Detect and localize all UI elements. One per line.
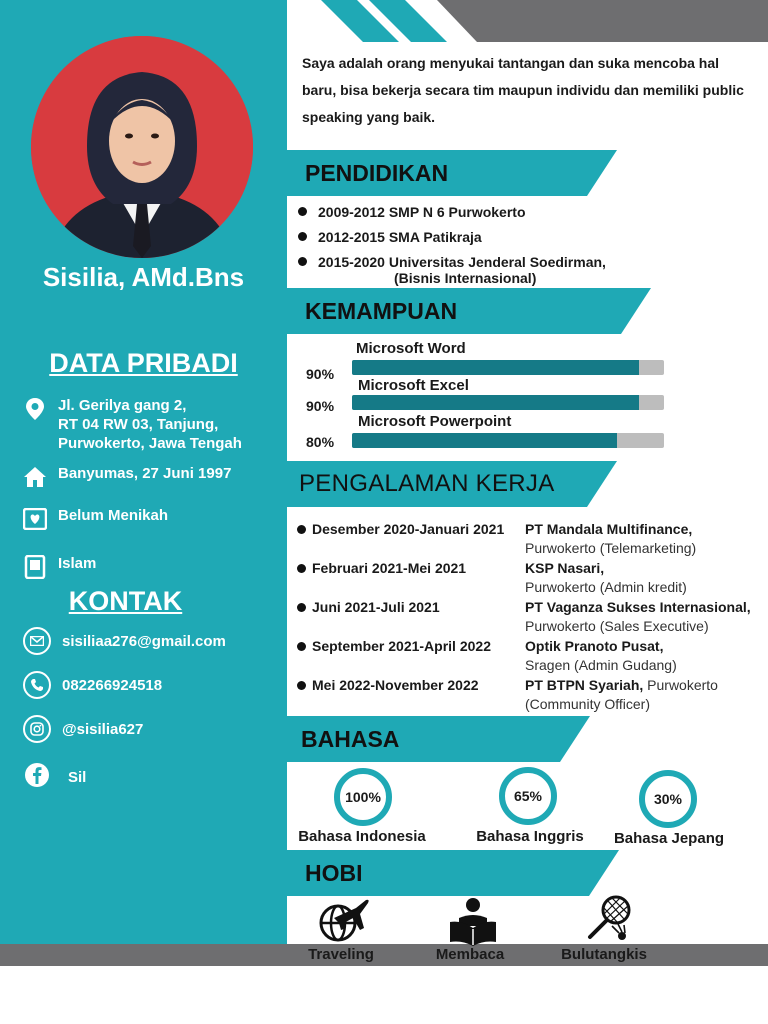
marital-row: [22, 506, 168, 532]
hobby-name: Membaca: [435, 946, 505, 963]
profile-summary: Saya adalah orang menyukai tantangan dan suka mencoba hal baru, bisa bekerja secara tim maupun individu dan memiliki public speaking yang baik.: [302, 55, 744, 125]
address-text: Jl. Gerilya gang 2, RT 04 RW 03, Tanjung, Purwokerto, Jawa Tengah: [58, 397, 242, 452]
phone-text[interactable]: 082266924518: [62, 677, 163, 694]
contact-title: KONTAK: [68, 586, 183, 616]
reading-icon: [446, 896, 500, 946]
instagram-text[interactable]: @sisilia627: [62, 721, 144, 738]
religion-text: Islam: [58, 555, 97, 572]
experience-title: PENGALAMAN KERJA: [299, 470, 555, 497]
skill-percent: 80%: [306, 434, 335, 450]
education-item: 2012-2015 SMA Patikraja: [296, 229, 606, 245]
hobby-name: Bulutangkis: [561, 946, 647, 963]
skill-name: Microsoft Excel: [358, 377, 469, 394]
skill-bar: [352, 395, 664, 410]
skill-percent: 90%: [306, 366, 335, 382]
birth-row: [22, 464, 231, 490]
skill-bar: [352, 360, 664, 375]
language-percent: 30%: [639, 770, 697, 828]
job-detail: Purwokerto (Sales Executive): [525, 618, 709, 634]
education-list: [296, 204, 606, 286]
education-item: 2015-2020 Universitas Jenderal Soedirman, (Bisnis Internasional): [296, 254, 606, 286]
job-company: PT Vaganza Sukses Internasional,: [525, 599, 751, 615]
instagram-row[interactable]: [22, 716, 143, 742]
religion-row: [22, 554, 96, 580]
globe-plane-icon: [316, 896, 370, 946]
hobby-name: Traveling: [308, 946, 374, 963]
languages-title: BAHASA: [301, 725, 400, 752]
job-detail: (Community Officer): [525, 696, 650, 712]
job-date: September 2021-April 2022: [296, 637, 491, 656]
skill-name: Microsoft Word: [356, 340, 466, 357]
education-item-sub: (Bisnis Internasional): [394, 270, 537, 286]
skill-bar: [352, 433, 664, 448]
job-detail: Purwokerto (Admin kredit): [525, 579, 687, 595]
phone-icon: [22, 672, 52, 698]
hobbies-banner: [287, 850, 619, 896]
email-row[interactable]: [22, 628, 226, 654]
email-icon: [22, 628, 52, 654]
personal-data-title: DATA PRIBADI: [49, 348, 238, 378]
skill-bar-fill: [352, 360, 639, 375]
job-date: Desember 2020-Januari 2021: [296, 520, 504, 539]
skill-name: Microsoft Powerpoint: [358, 413, 512, 430]
top-decoration: [287, 0, 768, 42]
instagram-icon: [22, 716, 52, 742]
job-company-suffix: Purwokerto: [643, 677, 718, 693]
job-date: Juni 2021-Juli 2021: [296, 598, 440, 617]
languages-banner: [287, 716, 590, 762]
address-row: [22, 396, 242, 453]
skills-title: KEMAMPUAN: [305, 297, 458, 324]
home-icon: [22, 464, 48, 490]
job-date: Mei 2022-November 2022: [296, 676, 479, 695]
skills-banner: [287, 288, 651, 334]
birth-text: Banyumas, 27 Juni 1997: [58, 465, 232, 482]
profile-name: Sisilia, AMd.Bns: [42, 262, 245, 292]
facebook-text[interactable]: Sil: [68, 769, 87, 786]
job-company: Optik Pranoto Pusat,: [525, 638, 664, 654]
hobbies-title: HOBI: [305, 859, 363, 886]
education-item: 2009-2012 SMP N 6 Purwokerto: [296, 204, 606, 220]
job-company: PT Mandala Multifinance,: [525, 521, 693, 537]
location-pin-icon: [22, 396, 48, 422]
book-icon: [22, 554, 48, 580]
marital-text: Belum Menikah: [58, 507, 169, 524]
skill-bar-fill: [352, 395, 639, 410]
heart-card-icon: [22, 506, 48, 532]
experience-banner: [287, 461, 617, 507]
email-text[interactable]: sisiliaa276@gmail.com: [62, 633, 226, 650]
phone-row[interactable]: [22, 672, 162, 698]
job-date: Februari 2021-Mei 2021: [296, 559, 466, 578]
language-percent: 65%: [499, 767, 557, 825]
facebook-icon: [22, 762, 52, 788]
job-company: PT BTPN Syariah,: [525, 677, 644, 693]
language-name: Bahasa Inggris: [476, 828, 584, 845]
facebook-row[interactable]: [22, 762, 86, 788]
skill-percent: 90%: [306, 398, 335, 414]
job-company: KSP Nasari,: [525, 560, 605, 576]
language-name: Bahasa Jepang: [613, 830, 725, 847]
language-percent: 100%: [334, 768, 392, 826]
education-title: PENDIDIKAN: [305, 159, 449, 186]
profile-photo: [31, 36, 253, 258]
education-banner: [287, 150, 617, 196]
skill-bar-fill: [352, 433, 617, 448]
job-detail: Sragen (Admin Gudang): [525, 657, 677, 673]
language-name: Bahasa Indonesia: [298, 828, 426, 845]
badminton-icon: [582, 894, 636, 944]
job-detail: Purwokerto (Telemarketing): [525, 540, 697, 556]
